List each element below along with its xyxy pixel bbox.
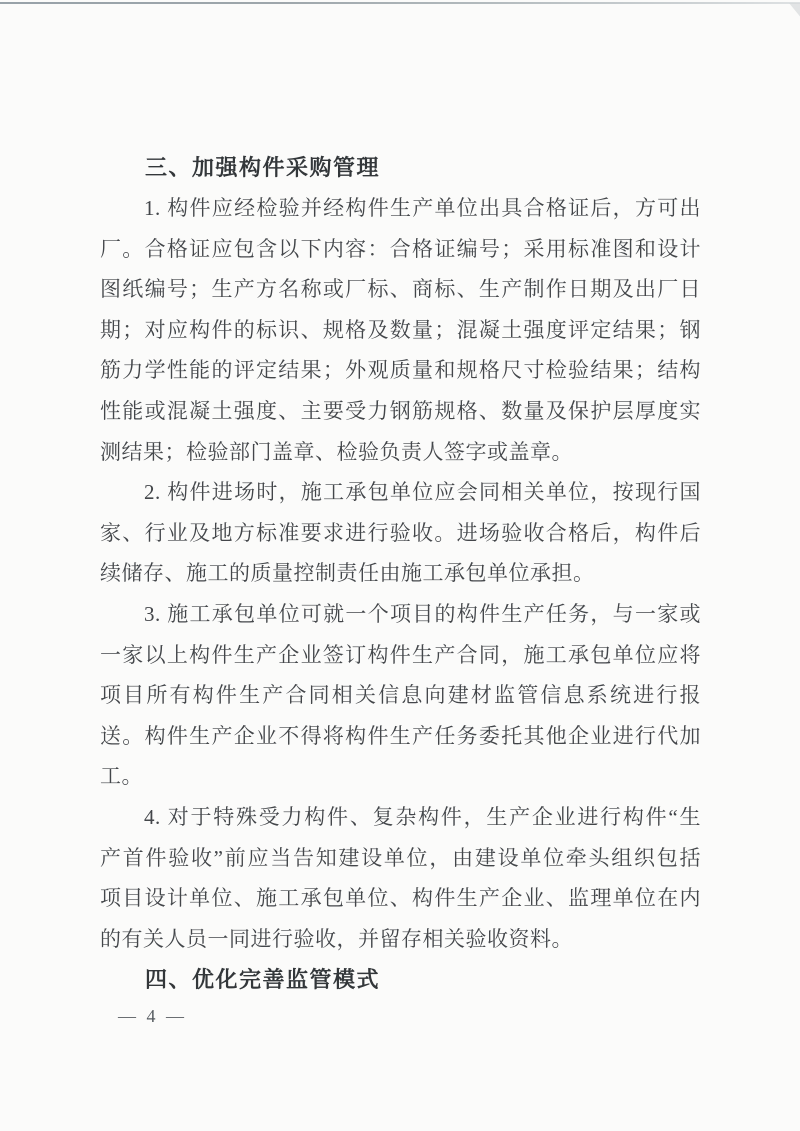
paragraph-2 (100, 472, 701, 594)
paragraph-4 (100, 797, 701, 959)
scan-edge-artifact (0, 2, 800, 4)
text-line: 筋力学性能的评定结果；外观质量和规格尺寸检验结果；结构 (100, 358, 701, 383)
section-4-heading: 四、优化完善监管模式 (145, 967, 381, 993)
text-line: 项目所有构件生产合同相关信息向建材监管信息系统进行报 (100, 683, 701, 708)
text-line: 4. 对于特殊受力构件、复杂构件，生产企业进行构件“生 (144, 804, 701, 829)
document-content (100, 147, 701, 1000)
text-line: 的有关人员一同进行验收，并留存相关验收资料。 (100, 926, 573, 951)
page-curl-artifact (789, 3, 800, 19)
text-line: 续储存、施工的质量控制责任由施工承包单位承担。 (100, 561, 595, 586)
page-number: — 4 — (118, 1006, 185, 1026)
text-line: 送。构件生产企业不得将构件生产任务委托其他企业进行代加 (100, 723, 701, 748)
text-line: 项目设计单位、施工承包单位、构件生产企业、监理单位在内 (100, 886, 701, 911)
text-line: 厂。合格证应包含以下内容：合格证编号；采用标准图和设计 (100, 236, 701, 261)
text-line: 工。 (100, 764, 143, 789)
text-line: 图纸编号；生产方名称或厂标、商标、生产制作日期及出厂日 (100, 277, 701, 302)
text-line: 3. 施工承包单位可就一个项目的构件生产任务，与一家或 (144, 601, 701, 626)
text-line: 期；对应构件的标识、规格及数量；混凝土强度评定结果；钢 (100, 317, 701, 342)
section-3-heading: 三、加强构件采购管理 (145, 155, 381, 180)
text-line: 一家以上构件生产企业签订构件生产合同，施工承包单位应将 (100, 642, 701, 667)
text-line: 产首件验收”前应当告知建设单位，由建设单位牵头组织包括 (100, 845, 701, 870)
paragraph-3 (100, 594, 701, 797)
text-line: 1. 构件应经检验并经构件生产单位出具合格证后，方可出 (144, 196, 701, 220)
text-line: 2. 构件进场时，施工承包单位应会同相关单位，按现行国 (144, 480, 701, 505)
paragraph-1 (100, 188, 701, 472)
text-line: 家、行业及地方标准要求进行验收。进场验收合格后，构件后 (100, 520, 701, 545)
text-line: 测结果；检验部门盖章、检验负责人签字或盖章。 (100, 439, 573, 464)
text-line: 性能或混凝土强度、主要受力钢筋规格、数量及保护层厚度实 (100, 398, 701, 423)
